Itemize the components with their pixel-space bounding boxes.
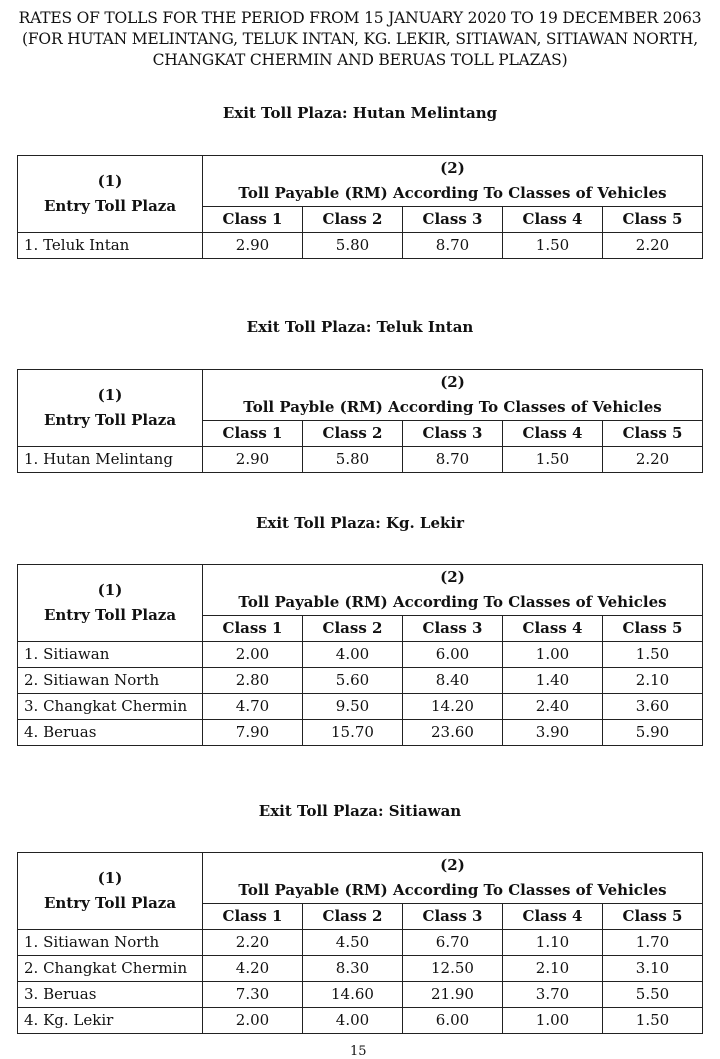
rate-cell: 7.30 xyxy=(203,982,303,1008)
rate-cell: 4.20 xyxy=(203,956,303,982)
rate-cell: 2.90 xyxy=(203,447,303,473)
rate-cell: 1.40 xyxy=(503,668,603,694)
entry-plaza-cell: 1. Sitiawan North xyxy=(18,930,203,956)
page-number: 15 xyxy=(350,1044,367,1059)
toll-table xyxy=(17,155,703,259)
rate-cell: 7.90 xyxy=(203,720,303,746)
table-row xyxy=(18,642,703,668)
rate-cell: 2.20 xyxy=(603,233,703,259)
table-row xyxy=(18,1008,703,1034)
class-header: Class 2 xyxy=(303,421,403,447)
column-number: (1) xyxy=(97,172,123,190)
entry-plaza-cell: 1. Sitiawan xyxy=(18,642,203,668)
entry-plaza-header xyxy=(18,156,203,233)
rate-cell: 14.20 xyxy=(403,694,503,720)
class-header: Class 2 xyxy=(303,904,403,930)
toll-payable-header xyxy=(203,370,703,421)
toll-payable-header xyxy=(203,156,703,207)
class-header: Class 3 xyxy=(403,207,503,233)
rate-cell: 1.70 xyxy=(603,930,703,956)
column-number: (2) xyxy=(440,159,465,177)
rate-cell: 21.90 xyxy=(403,982,503,1008)
toll-table xyxy=(17,369,703,473)
class-header: Class 1 xyxy=(203,207,303,233)
column-number: (1) xyxy=(97,386,123,404)
entry-plaza-cell: 1. Teluk Intan xyxy=(18,233,203,259)
rate-cell: 4.50 xyxy=(303,930,403,956)
column-label: Toll Payable (RM) According To Classes of Vehicles xyxy=(238,881,667,899)
entry-plaza-cell: 4. Beruas xyxy=(18,720,203,746)
rate-cell: 4.00 xyxy=(303,1008,403,1034)
class-header: Class 5 xyxy=(603,207,703,233)
rate-cell: 6.00 xyxy=(403,1008,503,1034)
rate-cell: 2.20 xyxy=(203,930,303,956)
entry-plaza-cell: 3. Beruas xyxy=(18,982,203,1008)
rate-cell: 6.00 xyxy=(403,642,503,668)
class-header: Class 1 xyxy=(203,616,303,642)
rate-cell: 5.80 xyxy=(303,447,403,473)
section-title: Exit Toll Plaza: Kg. Lekir xyxy=(255,514,465,532)
entry-plaza-header xyxy=(18,565,203,642)
table-row xyxy=(18,447,703,473)
rate-cell: 2.00 xyxy=(203,1008,303,1034)
rate-cell: 2.00 xyxy=(203,642,303,668)
rate-cell: 1.00 xyxy=(503,1008,603,1034)
section-title: Exit Toll Plaza: Sitiawan xyxy=(258,802,462,820)
column-number: (1) xyxy=(97,581,123,599)
class-header: Class 3 xyxy=(403,421,503,447)
rate-cell: 3.70 xyxy=(503,982,603,1008)
entry-plaza-cell: 2. Sitiawan North xyxy=(18,668,203,694)
rate-cell: 3.10 xyxy=(603,956,703,982)
toll-payable-header xyxy=(203,853,703,904)
column-label: Entry Toll Plaza xyxy=(43,197,177,215)
rate-cell: 3.90 xyxy=(503,720,603,746)
rate-cell: 4.00 xyxy=(303,642,403,668)
toll-table xyxy=(17,852,703,1034)
column-number: (1) xyxy=(97,869,123,887)
entry-plaza-cell: 4. Kg. Lekir xyxy=(18,1008,203,1034)
rate-cell: 12.50 xyxy=(403,956,503,982)
entry-plaza-cell: 1. Hutan Melintang xyxy=(18,447,203,473)
column-label: Toll Payble (RM) According To Classes of Vehicles xyxy=(243,398,662,416)
entry-plaza-cell: 3. Changkat Chermin xyxy=(18,694,203,720)
rate-cell: 5.60 xyxy=(303,668,403,694)
column-label: Entry Toll Plaza xyxy=(43,411,177,429)
toll-table xyxy=(17,564,703,746)
rate-cell: 8.40 xyxy=(403,668,503,694)
rate-cell: 5.50 xyxy=(603,982,703,1008)
toll-payable-header xyxy=(203,565,703,616)
class-header: Class 5 xyxy=(603,904,703,930)
class-header: Class 4 xyxy=(503,207,603,233)
class-header: Class 4 xyxy=(503,904,603,930)
class-header: Class 5 xyxy=(603,421,703,447)
class-header: Class 2 xyxy=(303,616,403,642)
header-line-3: CHANGKAT CHERMIN AND BERUAS TOLL PLAZAS) xyxy=(152,51,568,69)
rate-cell: 8.30 xyxy=(303,956,403,982)
rate-cell: 8.70 xyxy=(403,447,503,473)
entry-plaza-header xyxy=(18,370,203,447)
rate-cell: 14.60 xyxy=(303,982,403,1008)
rate-cell: 2.10 xyxy=(603,668,703,694)
document-header xyxy=(0,8,720,71)
column-label: Entry Toll Plaza xyxy=(43,894,177,912)
class-header: Class 3 xyxy=(403,616,503,642)
rate-cell: 8.70 xyxy=(403,233,503,259)
header-line-2: (FOR HUTAN MELINTANG, TELUK INTAN, KG. LEKIR, SITIAWAN, SITIAWAN NORTH, xyxy=(22,30,698,48)
rate-cell: 1.50 xyxy=(503,233,603,259)
rate-cell: 2.90 xyxy=(203,233,303,259)
column-number: (2) xyxy=(440,568,465,586)
class-header: Class 3 xyxy=(403,904,503,930)
rate-cell: 15.70 xyxy=(303,720,403,746)
table-row xyxy=(18,668,703,694)
rate-cell: 6.70 xyxy=(403,930,503,956)
table-row xyxy=(18,930,703,956)
table-row xyxy=(18,694,703,720)
section-title: Exit Toll Plaza: Teluk Intan xyxy=(246,318,474,336)
rate-cell: 2.40 xyxy=(503,694,603,720)
rate-cell: 2.20 xyxy=(603,447,703,473)
rate-cell: 1.50 xyxy=(503,447,603,473)
header-line-1: RATES OF TOLLS FOR THE PERIOD FROM 15 JANUARY 2020 TO 19 DECEMBER 2063 xyxy=(18,9,702,27)
rate-cell: 2.10 xyxy=(503,956,603,982)
column-number: (2) xyxy=(440,373,465,391)
table-row xyxy=(18,233,703,259)
class-header: Class 1 xyxy=(203,421,303,447)
table-row xyxy=(18,956,703,982)
rate-cell: 3.60 xyxy=(603,694,703,720)
rate-cell: 1.50 xyxy=(603,1008,703,1034)
column-label: Entry Toll Plaza xyxy=(43,606,177,624)
rate-cell: 9.50 xyxy=(303,694,403,720)
table-row xyxy=(18,982,703,1008)
class-header: Class 5 xyxy=(603,616,703,642)
class-header: Class 1 xyxy=(203,904,303,930)
section-title: Exit Toll Plaza: Hutan Melintang xyxy=(222,104,498,122)
rate-cell: 4.70 xyxy=(203,694,303,720)
rate-cell: 5.90 xyxy=(603,720,703,746)
rate-cell: 5.80 xyxy=(303,233,403,259)
rate-cell: 23.60 xyxy=(403,720,503,746)
class-header: Class 4 xyxy=(503,421,603,447)
entry-plaza-cell: 2. Changkat Chermin xyxy=(18,956,203,982)
column-label: Toll Payable (RM) According To Classes of Vehicles xyxy=(238,184,667,202)
column-number: (2) xyxy=(440,856,465,874)
column-label: Toll Payable (RM) According To Classes of Vehicles xyxy=(238,593,667,611)
class-header: Class 4 xyxy=(503,616,603,642)
entry-plaza-header xyxy=(18,853,203,930)
rate-cell: 1.00 xyxy=(503,642,603,668)
rate-cell: 2.80 xyxy=(203,668,303,694)
rate-cell: 1.10 xyxy=(503,930,603,956)
table-row xyxy=(18,720,703,746)
rate-cell: 1.50 xyxy=(603,642,703,668)
class-header: Class 2 xyxy=(303,207,403,233)
